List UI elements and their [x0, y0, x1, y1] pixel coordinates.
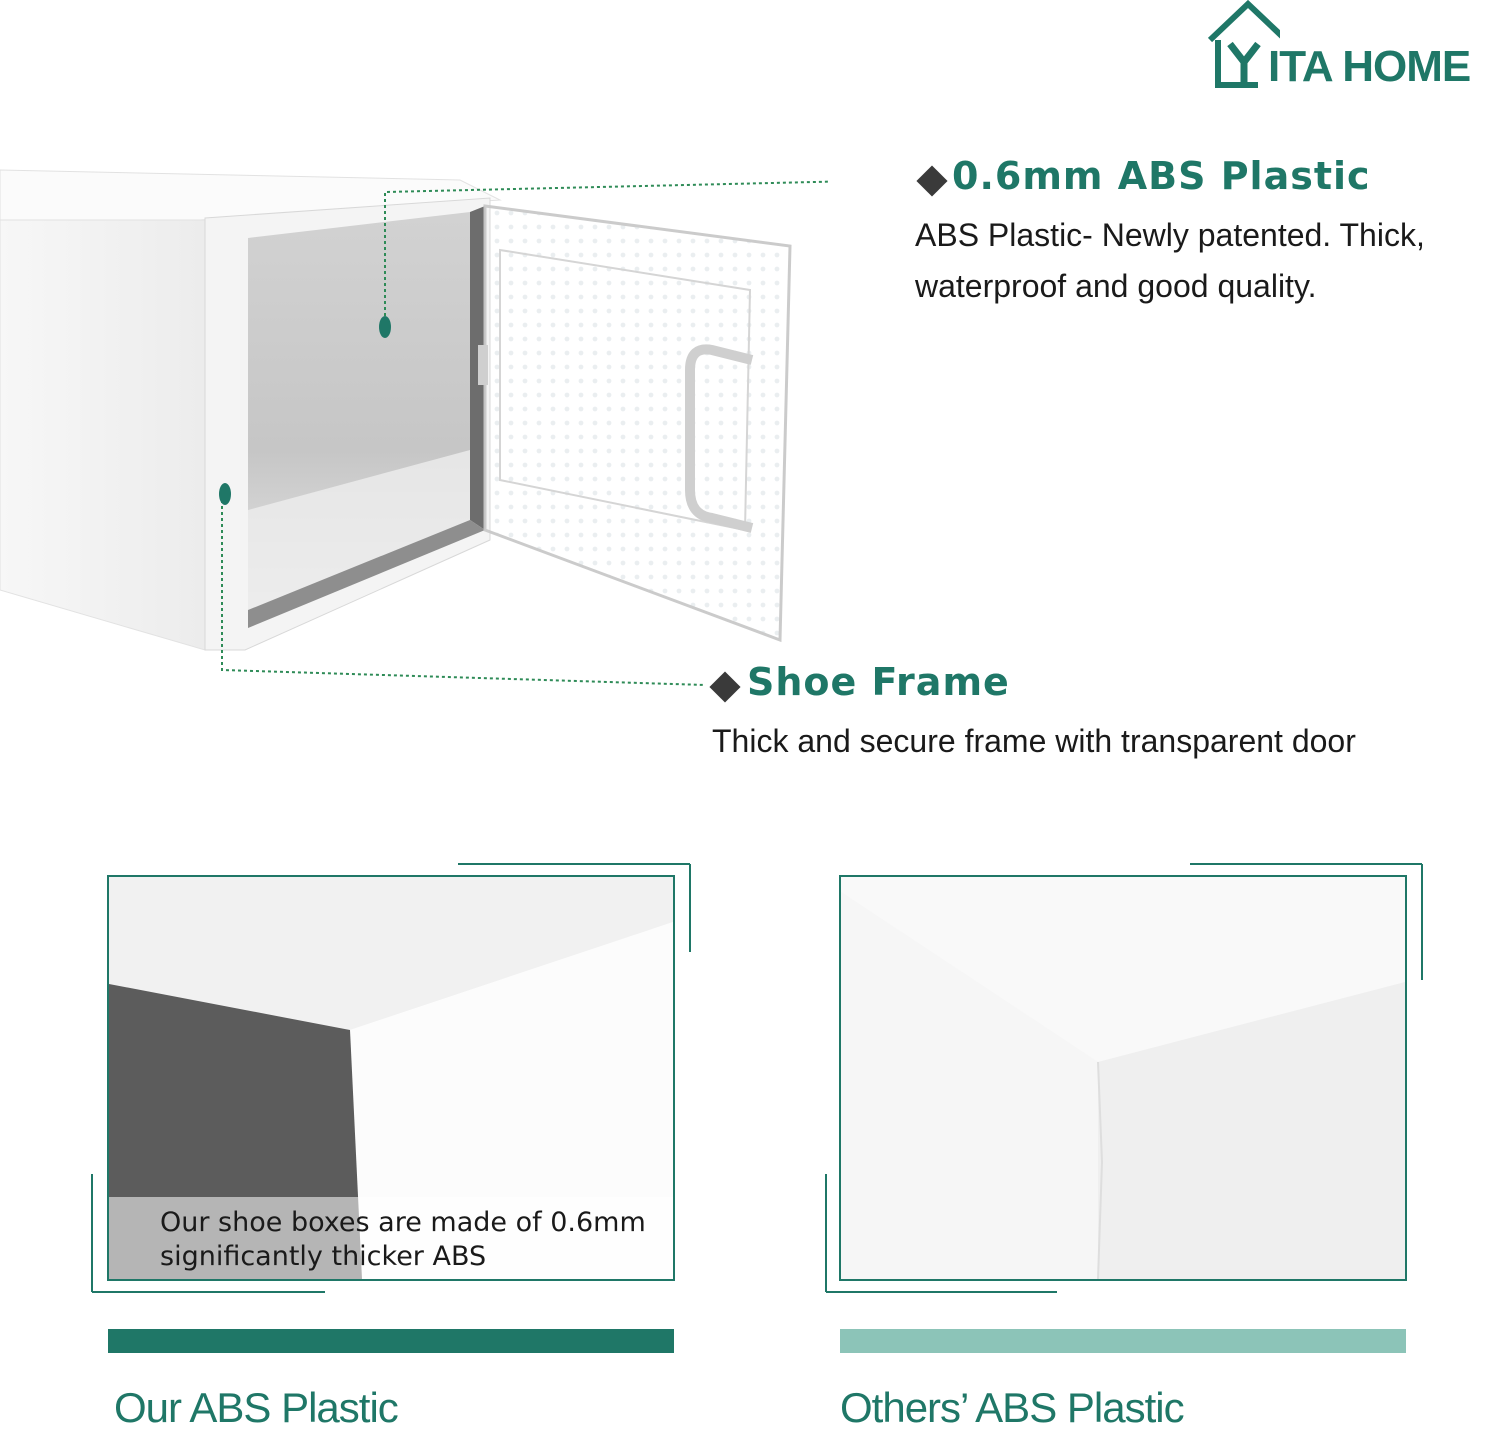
- diamond-icon: [916, 165, 947, 196]
- feature-description-line: waterproof and good quality.: [915, 268, 1317, 304]
- others-abs-closeup-image: [822, 862, 1432, 1302]
- our-abs-caption: [160, 1206, 646, 1274]
- our-abs-bar: [108, 1329, 674, 1353]
- feature-title-shoe-frame: Shoe Frame: [747, 660, 1010, 704]
- feature-description-abs-plastic: [915, 210, 1425, 312]
- feature-title-abs-plastic: 0.6mm ABS Plastic: [952, 154, 1371, 198]
- brand-name: ITA HOME: [1268, 42, 1471, 91]
- feature-description-line: Thick and secure frame with transparent door: [712, 723, 1356, 759]
- brand-logo: [1200, 0, 1500, 95]
- shoe-box-illustration: [0, 150, 830, 690]
- others-abs-title: Others’ ABS Plastic: [840, 1384, 1184, 1431]
- caption-line: significantly thicker ABS: [160, 1241, 487, 1272]
- our-abs-title: Our ABS Plastic: [114, 1384, 398, 1431]
- feature-description-line: ABS Plastic- Newly patented. Thick,: [915, 217, 1425, 253]
- feature-description-shoe-frame: [712, 716, 1356, 767]
- others-abs-bar: [840, 1329, 1406, 1353]
- caption-line: Our shoe boxes are made of 0.6mm: [160, 1207, 646, 1238]
